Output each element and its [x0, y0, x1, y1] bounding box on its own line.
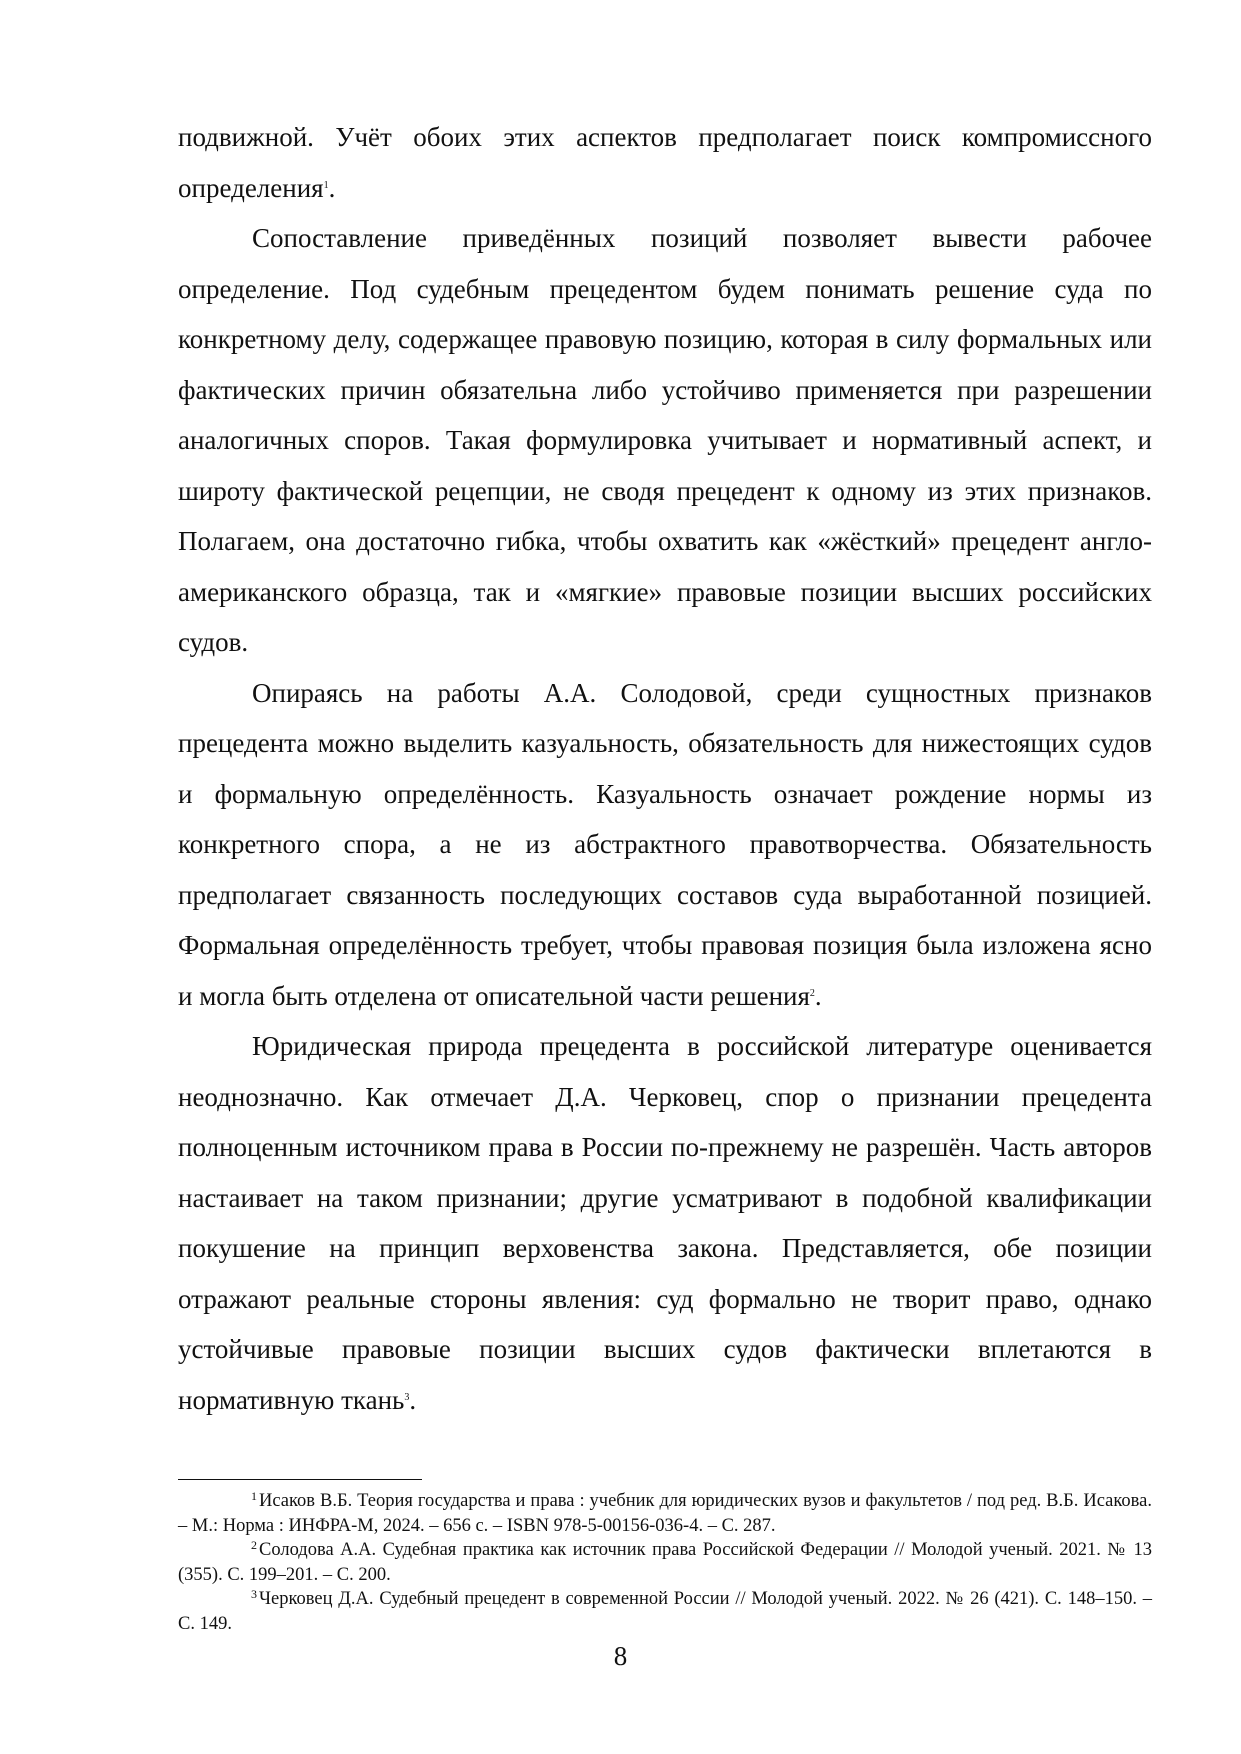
footnote-ref[interactable]: 1: [323, 179, 329, 191]
paragraph-text: Сопоставление приведённых позиций позволяет вывести рабочее определение. Под судебным прецедентом будем понимать решение суда по конкретному делу, содержащее правовую позицию, которая в силу формальных или фактических причин обязательна либо устойчиво применяется при разрешении аналогичных споров. Такая формулировка учитывает и нормативный аспект, и широту фактической рецепции, не сводя прецедент к одному из этих признаков. Полагаем, она достаточно гибка, чтобы охватить как «жёсткий» прецедент англо-американского образца, так и «мягкие» правовые позиции высших российских судов.: [178, 223, 1152, 657]
footnote-number: 2: [251, 1538, 257, 1552]
footnote: [178, 1538, 1152, 1587]
paragraph-tail: .: [328, 172, 336, 203]
footnote: [178, 1489, 1152, 1538]
footnote-number: 1: [251, 1489, 257, 1503]
footnote-separator: [178, 1479, 422, 1480]
paragraph-text: подвижной. Учёт обоих этих аспектов предполагает поиск компромиссного определения: [178, 122, 1152, 203]
footnote-text: Солодова А.А. Судебная практика как источник права Российской Федерации // Молодой ученый. 2021. № 13 (355). С. 199–201. – С. 200.: [178, 1540, 1152, 1585]
page-number: 8: [613, 1641, 628, 1671]
footnote-ref[interactable]: 2: [809, 987, 815, 999]
footnotes: [178, 1489, 1152, 1636]
paragraph: [178, 1021, 1152, 1425]
paragraph-text: Опираясь на работы А.А. Солодовой, среди сущностных признаков прецедента можно выделить казуальность, обязательность для нижестоящих судов и формальную определённость. Казуальность означает рождение нормы из конкретного спора, а не из абстрактного правотворчества. Обязательность предполагает связанность последующих составов суда выработанной позицией. Формальная определённость требует, чтобы правовая позиция была изложена ясно и могла быть отделена от описательной части решения: [178, 677, 1152, 1011]
footnote-ref[interactable]: 3: [404, 1391, 410, 1403]
paragraph-text: Юридическая природа прецедента в российской литературе оценивается неоднозначно. Как отмечает Д.А. Черковец, спор о признании прецедента полноценным источником права в России по-прежнему не разрешён. Часть авторов настаивает на таком признании; другие усматривают в подобной квалификации покушение на принцип верховенства закона. Представляется, обе позиции отражают реальные стороны явления: суд формально не творит право, однако устойчивые правовые позиции высших судов фактически вплетаются в нормативную ткань: [178, 1031, 1152, 1415]
footnote-text: Исаков В.Б. Теория государства и права : учебник для юридических вузов и факультетов / под ред. В.Б. Исакова. – М.: Норма : ИНФРА-М, 2024. – 656 с. – ISBN 978-5-00156-036-4. – С. 287.: [178, 1491, 1152, 1536]
body-text: [178, 112, 1152, 1425]
paragraph: [178, 213, 1152, 668]
paragraph-tail: .: [409, 1384, 417, 1415]
footnote: [178, 1587, 1152, 1636]
footnote-number: 3: [251, 1587, 257, 1601]
paragraph: [178, 112, 1152, 213]
footnote-text: Черковец Д.А. Судебный прецедент в современной России // Молодой ученый. 2022. № 26 (421). С. 148–150. – С. 149.: [178, 1589, 1152, 1634]
paragraph-tail: .: [814, 980, 822, 1011]
paragraph: [178, 668, 1152, 1022]
